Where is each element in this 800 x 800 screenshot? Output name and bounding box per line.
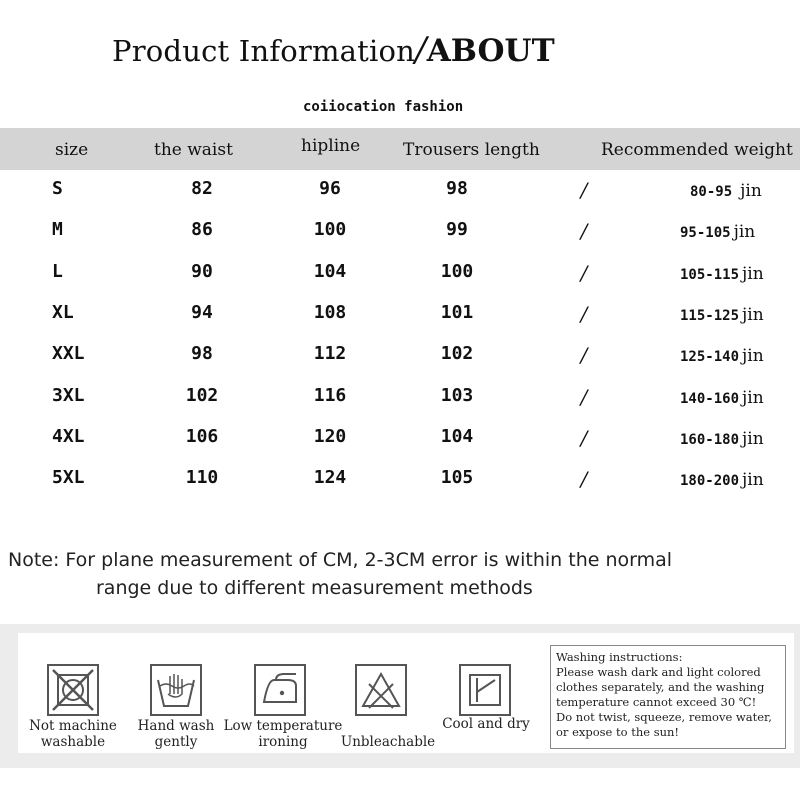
cell-weight: [680, 264, 764, 284]
hand-wash-icon: [150, 664, 202, 716]
table-row: [0, 219, 800, 249]
title-main: Product Information: [112, 34, 416, 68]
cell-weight: [680, 305, 764, 325]
cell-weight: [680, 470, 764, 490]
care-label-line2: gently: [154, 734, 198, 750]
title-about: ABOUT: [426, 33, 555, 69]
table-row: [0, 261, 800, 291]
cell-waist: 86: [191, 219, 213, 241]
weight-unit: jin: [742, 387, 764, 408]
cell-size: S: [52, 178, 63, 199]
col-size: size: [55, 140, 89, 160]
washing-instructions: [556, 650, 788, 740]
weight-range: 125-140: [680, 349, 740, 366]
care-label-line2: washable: [40, 734, 106, 750]
care-label-line2: ironing: [258, 734, 308, 750]
cell-weight: [680, 346, 764, 366]
washing-line-4: Do not twist, squeeze, remove water,: [556, 710, 772, 724]
cell-weight: [690, 181, 762, 201]
cell-hip: 100: [313, 219, 347, 241]
table-row: [0, 178, 800, 208]
cell-hip: 104: [313, 260, 347, 282]
care-label-line1: Low temperature: [223, 718, 343, 734]
cell-slash: /: [580, 260, 588, 285]
weight-unit: jin: [742, 470, 764, 491]
cell-length: 102: [440, 343, 474, 365]
cell-slash: /: [580, 384, 588, 409]
weight-range: 180-200: [680, 473, 740, 490]
cell-slash: /: [580, 219, 588, 244]
cell-waist: 106: [185, 425, 219, 447]
cell-length: 105: [440, 467, 474, 489]
cell-slash: /: [580, 178, 588, 202]
weight-range: 105-115: [680, 266, 740, 283]
weight-range: 160-180: [680, 431, 740, 448]
washing-heading: Washing instructions:: [556, 650, 683, 664]
weight-unit: jin: [733, 222, 756, 243]
col-waist: the waist: [154, 140, 233, 160]
table-row: [0, 302, 800, 332]
washing-line-5: or expose to the sun!: [556, 725, 680, 739]
cell-waist: 94: [191, 301, 213, 323]
weight-unit: jin: [742, 346, 764, 367]
cell-hip: 108: [313, 301, 347, 323]
subtitle-text: coiiocation fashion: [303, 99, 464, 115]
cell-waist: 82: [191, 178, 213, 199]
cell-size: 5XL: [52, 467, 85, 489]
note-line-2: range due to different measurement methods: [96, 577, 533, 599]
title-separator: /: [415, 30, 427, 70]
table-row: [0, 467, 800, 497]
cell-length: 104: [440, 425, 474, 447]
washing-line-2: clothes separately, and the washing: [556, 680, 765, 694]
table-row: [0, 426, 800, 456]
cell-hip: 124: [313, 467, 347, 489]
low-temp-iron-icon: [254, 664, 306, 716]
cell-length: 103: [440, 384, 474, 406]
cell-length: 98: [446, 178, 468, 199]
cell-size: XXL: [52, 343, 85, 365]
cell-length: 99: [446, 219, 468, 241]
measurement-note: [8, 546, 798, 602]
cell-length: 101: [440, 301, 474, 323]
weight-unit: jin: [742, 304, 764, 325]
page-title: [112, 30, 555, 70]
weight-range: 95-105: [680, 225, 731, 242]
weight-range: 80-95: [690, 184, 733, 200]
cell-slash: /: [580, 425, 588, 450]
cell-waist: 90: [191, 260, 213, 282]
care-label-line2: Unbleachable: [340, 734, 436, 750]
cell-waist: 110: [185, 467, 219, 489]
care-label-line1: Hand wash: [137, 718, 215, 734]
cell-weight: [680, 222, 755, 242]
no-machine-wash-icon: [47, 664, 99, 716]
cell-size: 3XL: [52, 384, 85, 406]
cell-slash: /: [580, 467, 588, 492]
table-header: [0, 128, 800, 170]
weight-range: 115-125: [680, 307, 740, 324]
cell-hip: 112: [313, 343, 347, 365]
cell-hip: 116: [313, 384, 347, 406]
cell-size: M: [52, 219, 63, 241]
cell-hip: 96: [319, 178, 341, 199]
washing-line-1: Please wash dark and light colored: [556, 665, 761, 679]
cell-size: 4XL: [52, 425, 85, 447]
col-hipline: hipline: [301, 136, 361, 156]
washing-line-3: temperature cannot exceed 30 ℃!: [556, 695, 757, 709]
no-bleach-icon: [355, 664, 407, 716]
care-label-line1: Cool and dry: [442, 716, 530, 732]
weight-range: 140-160: [680, 390, 740, 407]
table-row: [0, 343, 800, 373]
tumble-dry-icon: [459, 664, 511, 716]
cell-hip: 120: [313, 425, 347, 447]
cell-slash: /: [580, 301, 588, 326]
col-length: Trousers length: [403, 140, 540, 160]
col-weight: Recommended weight: [601, 140, 793, 160]
weight-unit: jin: [742, 263, 764, 284]
cell-waist: 98: [191, 343, 213, 365]
cell-weight: [680, 429, 764, 449]
cell-slash: /: [580, 343, 588, 368]
cell-size: XL: [52, 301, 74, 323]
weight-unit: jin: [742, 428, 764, 449]
care-label-line1: Not machine: [29, 718, 117, 734]
note-line-1: Note: For plane measurement of CM, 2-3CM error is within the normal: [8, 549, 673, 571]
cell-weight: [680, 388, 764, 408]
cell-length: 100: [440, 260, 474, 282]
cell-size: L: [52, 260, 63, 282]
cell-waist: 102: [185, 384, 219, 406]
weight-unit: jin: [740, 181, 762, 201]
table-row: [0, 385, 800, 415]
